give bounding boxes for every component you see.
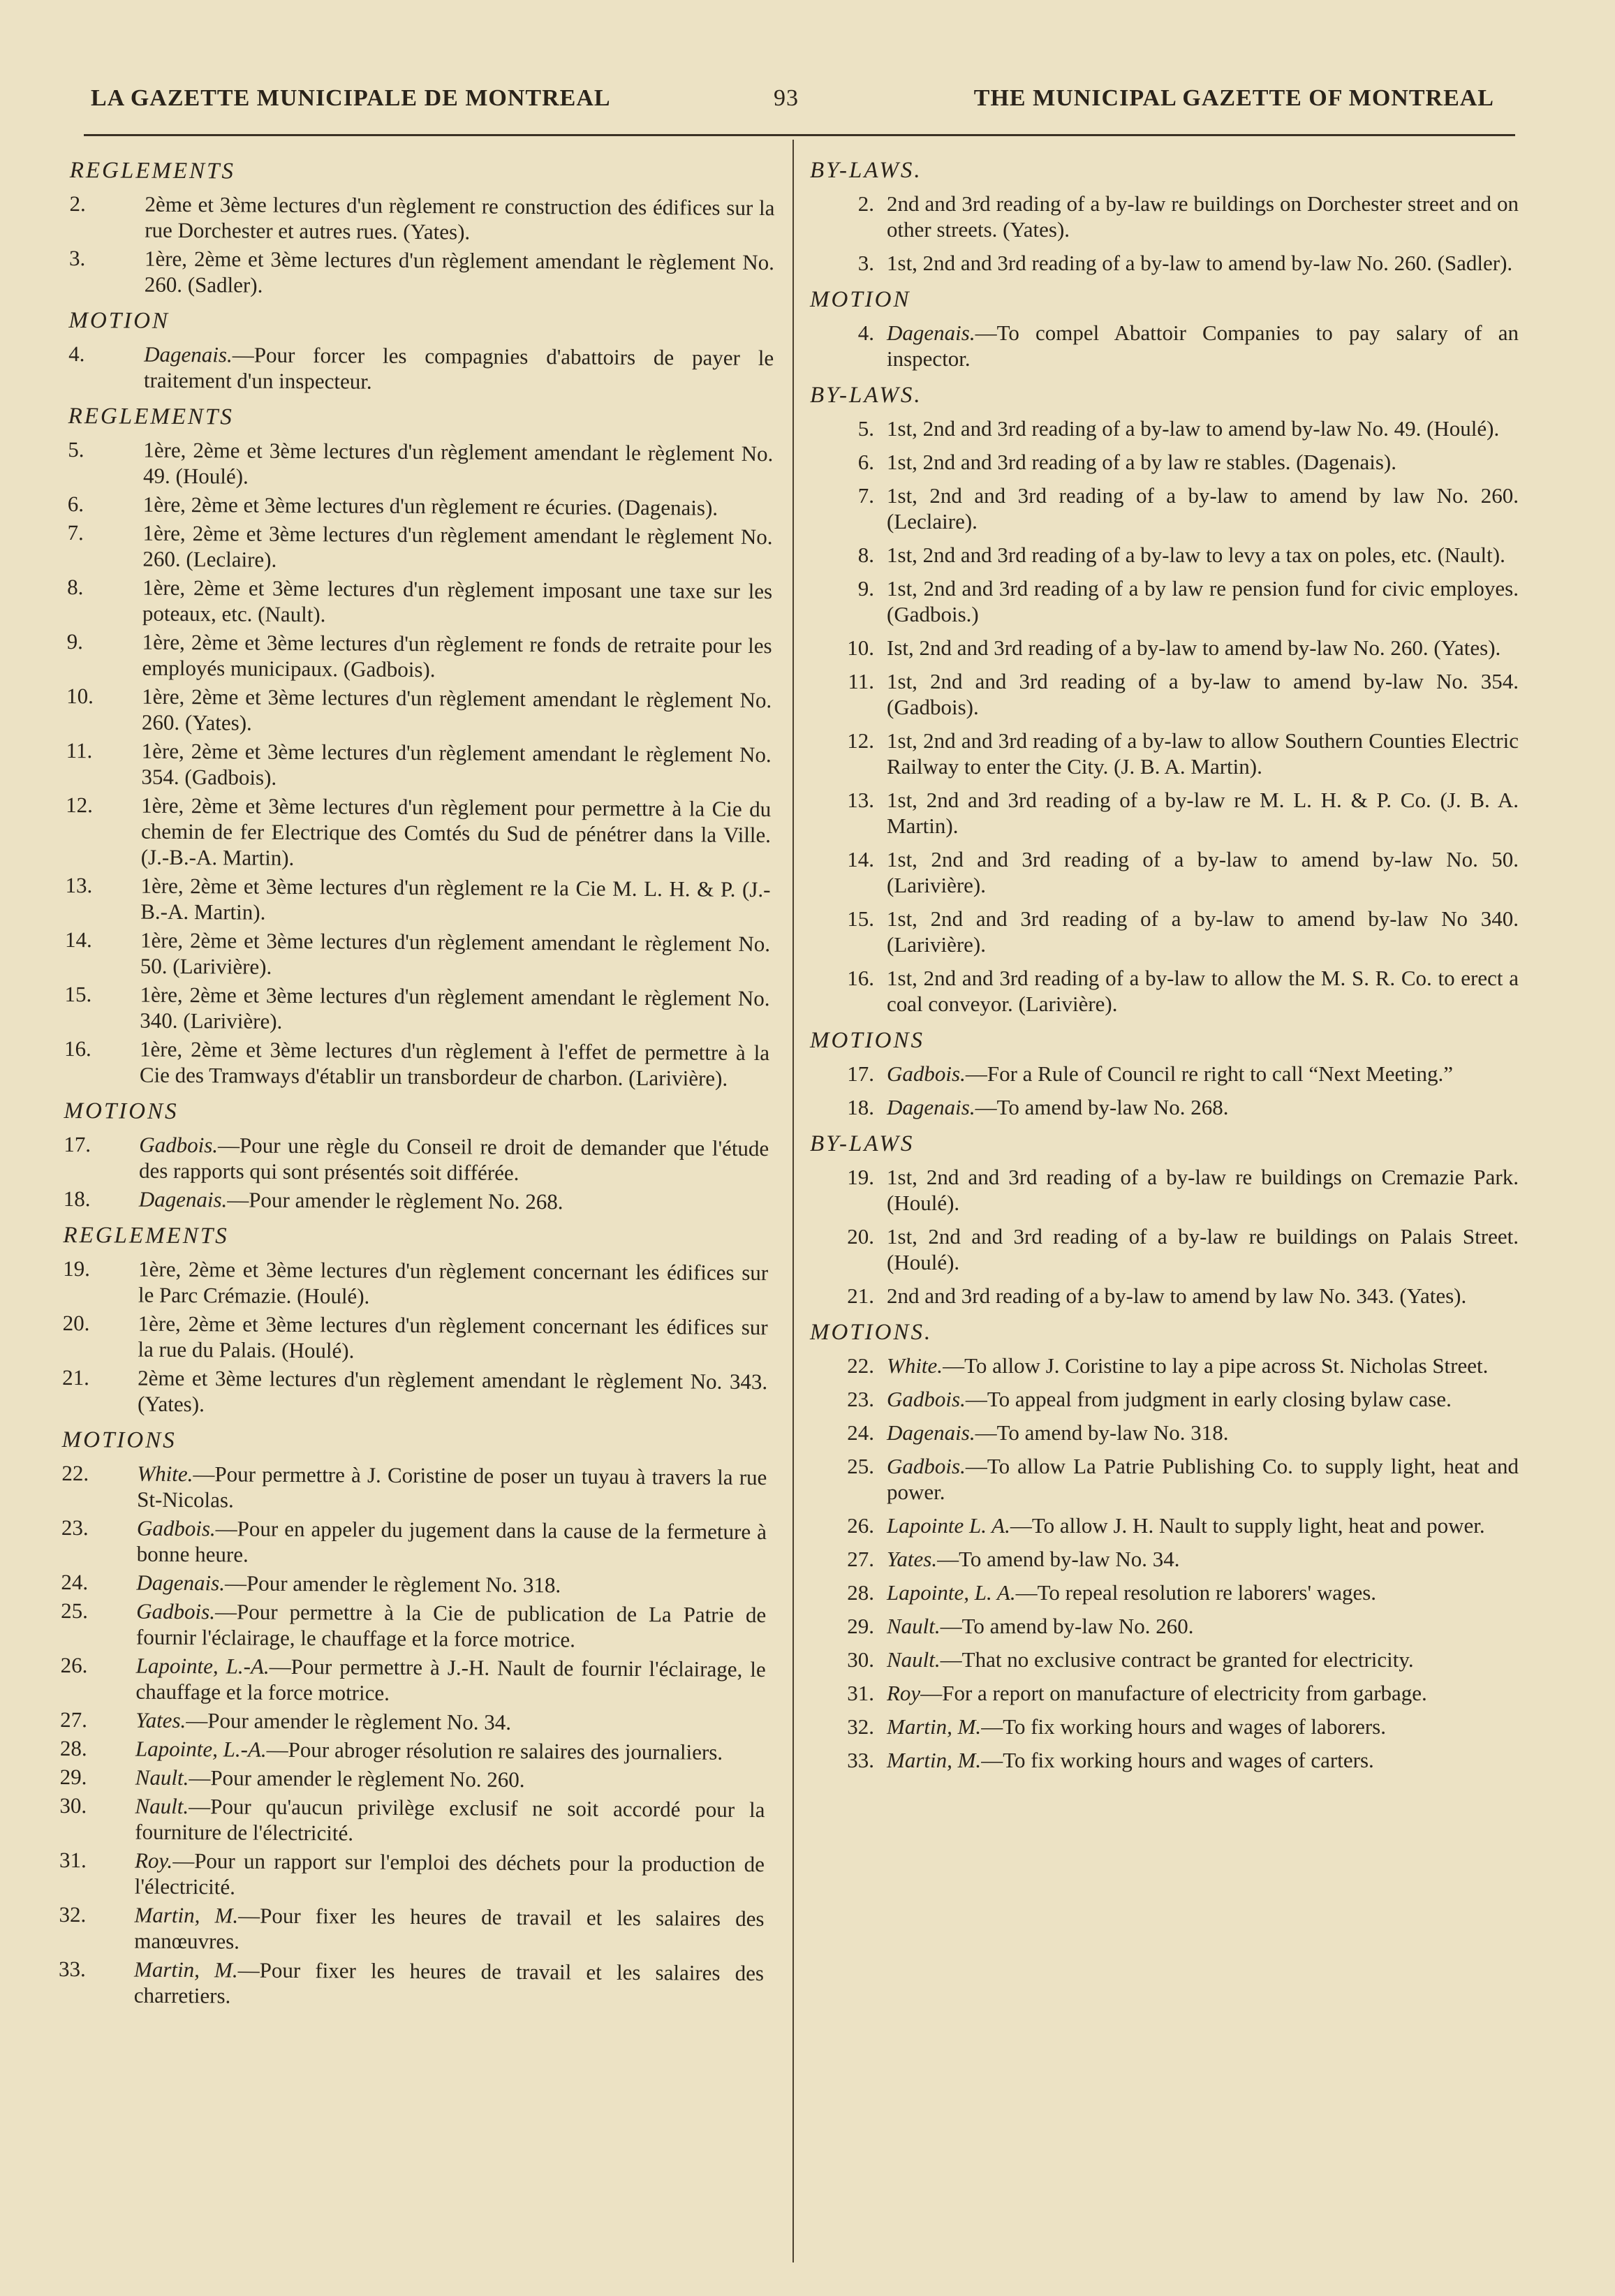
mover-name: Lapointe, L.-A. [135,1653,270,1679]
item-text: —Pour amender le règlement No. 260. [189,1765,525,1793]
mover-name: Dagenais. [138,1186,228,1212]
order-item [62,1364,767,1420]
order-item [68,491,773,521]
item-text: —Pour fixer les heures de travail et les salaires des charretiers. [133,1957,765,2008]
order-item [810,1223,1519,1275]
item-text: —To appeal from judgment in early closing bylaw case. [965,1387,1452,1411]
item-number: 31. [847,1681,874,1705]
item-text: —Pour permettre à la Cie de publication de La Patrie de fournir l'éclairage, le chauffage et la force motrice. [135,1599,767,1652]
item-text: 1ère, 2ème et 3ème lectures d'un règlement amendant le règlement No. 260. (Leclaire). [142,520,773,572]
mover-name: Gadbois. [139,1132,219,1158]
item-number: 4. [857,321,874,345]
item-number: 10. [66,683,94,709]
item-text: —Pour permettre à J.-H. Nault de fournir l'éclairage, le chauffage et la force motrice. [135,1654,766,1705]
item-number: 11. [66,737,93,763]
french-column [59,147,775,2015]
item-number: 26. [847,1513,874,1538]
order-item [810,1747,1519,1773]
order-item [810,1714,1519,1739]
item-text: —To compel Abattoir Companies to pay salary of an inspector. [887,321,1519,371]
item-text: 1ère, 2ème et 3ème lectures d'un règlement re la Cie M. L. H. & P. (J.-B.-A. Martin). [140,873,771,925]
order-item [810,846,1519,898]
order-item [810,1580,1519,1605]
item-text: 1ère, 2ème et 3ème lectures d'un règlement re fonds de retraite pour les employés municipaux. (Gadbois). [142,629,772,682]
item-text: —Pour forcer les compagnies d'abattoirs de payer le traitement d'un inspecteur. [143,342,774,394]
item-number: 16. [64,1036,91,1061]
item-number: 33. [58,1956,86,1982]
item-number: 14. [847,847,874,871]
item-number: 32. [847,1714,874,1739]
order-item [810,965,1519,1017]
order-item [65,927,770,983]
mover-name: Dagenais. [887,1095,975,1119]
item-number: 21. [62,1364,90,1390]
order-item [61,1569,766,1599]
item-text: 1st, 2nd and 3rd reading of a by-law re buildings on Cremazie Park. (Houlé). [887,1165,1519,1215]
order-item [810,250,1519,276]
item-text: —To repeal resolution re laborers' wages. [1015,1580,1377,1605]
section-heading: MOTIONS [810,1028,925,1053]
mover-name: Nault. [887,1647,941,1672]
order-item [810,1453,1519,1505]
item-number: 23. [61,1515,89,1540]
item-text: 2ème et 3ème lectures d'un règlement amendant le règlement No. 343. (Yates). [137,1365,768,1417]
mover-name: Lapointe, L. A. [887,1580,1016,1605]
item-number: 7. [857,483,874,508]
item-number: 8. [857,543,874,567]
order-item [66,683,772,739]
order-item [59,1847,765,1903]
page-header [91,85,1494,124]
mover-name: Dagenais. [887,1420,975,1445]
order-item [810,542,1519,568]
item-number: 17. [847,1061,874,1086]
order-item [59,1793,765,1848]
order-item [810,1420,1519,1445]
item-text: —Pour permettre à J. Coristine de poser un tuyau à travers la rue St-Nicolas. [137,1462,767,1513]
section-heading: MOTIONS [64,1098,179,1124]
item-number: 17. [64,1131,91,1157]
section-heading: BY-LAWS. [810,158,922,183]
item-number: 11. [848,669,874,693]
item-text: 1st, 2nd and 3rd reading of a by-law to amend by-law No. 49. (Houlé). [887,416,1500,441]
item-number: 10. [847,635,874,660]
item-text: —Pour amender le règlement No. 318. [224,1570,561,1598]
mover-name: Yates. [887,1547,938,1571]
item-number: 7. [67,520,84,545]
item-number: 24. [847,1420,874,1445]
order-item [810,787,1519,839]
mover-name: Dagenais. [136,1570,226,1596]
header-english-title: THE MUNICIPAL GAZETTE OF MONTREAL [973,85,1494,111]
item-text: —That no exclusive contract be granted for electricity. [940,1647,1414,1672]
item-text: Ist, 2nd and 3rd reading of a by-law to amend by-law No. 260. (Yates). [887,635,1501,660]
section-heading: BY-LAWS [810,1131,915,1156]
item-text: —To fix working hours and wages of carters. [981,1748,1374,1772]
order-item [810,1164,1519,1216]
item-text: 1ère, 2ème et 3ème lectures d'un règlement amendant le règlement No. 260. (Sadler). [144,246,775,297]
mover-name: Lapointe L. A. [887,1513,1010,1538]
item-text: 1ère, 2ème et 3ème lectures d'un règlement concernant les édifices sur le Parc Crémazie. (Houlé). [138,1256,769,1309]
mover-name: Lapointe, L.-A. [135,1736,267,1762]
order-item [61,1515,767,1570]
mover-name: Gadbois. [136,1598,216,1624]
item-number: 19. [847,1165,874,1189]
order-item [810,635,1519,661]
item-text: —Pour fixer les heures de travail et les salaires des manœuvres. [134,1903,765,1954]
item-text: —To fix working hours and wages of laborers. [981,1714,1386,1739]
mover-name: Yates. [135,1707,186,1733]
order-item [64,1036,769,1091]
item-text: 1ère, 2ème et 3ème lectures d'un règlement amendant le règlement No. 49. (Houlé). [143,437,774,489]
mover-name: White. [137,1461,193,1487]
item-text: 1st, 2nd and 3rd reading of a by-law to amend by-law No. 50. (Larivière). [887,847,1519,897]
item-text: —For a Rule of Council re right to call “Next Meeting.” [965,1061,1454,1086]
item-number: 4. [68,341,85,367]
item-text: 1ère, 2ème et 3ème lectures d'un règlement amendant le règlement No. 260. (Yates). [141,684,772,735]
order-item [810,1283,1519,1309]
column-divider [792,140,794,2262]
order-item [69,245,774,301]
item-number: 16. [847,966,874,990]
order-item [810,575,1519,627]
item-text: —Pour amender le règlement No. 268. [227,1187,563,1214]
item-number: 8. [67,574,84,600]
order-item [810,1386,1519,1412]
item-text: —Pour en appeler du jugement dans la cause de la fermeture à bonne heure. [136,1516,767,1567]
item-text: 1st, 2nd and 3rd reading of a by-law to amend by-law No. 354. (Gadbois). [887,669,1519,719]
item-number: 27. [847,1547,874,1571]
order-item [66,792,772,874]
order-item [810,320,1519,371]
section-heading: REGLEMENTS [68,403,234,430]
mover-name: Gadbois. [887,1061,966,1086]
item-text: 1ère, 2ème et 3ème lectures d'un règlement pour permettre à la Cie du chemin de fer Electrique des Comtés du Sud de pénétrer dans la Ville. (J.-B.-A. Martin). [140,793,772,870]
item-number: 20. [62,1310,90,1336]
order-item [68,341,774,397]
item-number: 29. [847,1614,874,1638]
item-text: 1st, 2nd and 3rd reading of a by-law re M. L. H. & P. Co. (J. B. A. Martin). [887,788,1519,838]
item-text: 1st, 2nd and 3rd reading of a by-law to levy a tax on poles, etc. (Nault). [887,543,1505,567]
item-number: 21. [847,1283,874,1308]
order-item [59,1901,764,1957]
item-number: 24. [61,1569,89,1595]
item-number: 22. [61,1460,89,1486]
header-rule [84,134,1515,136]
item-number: 13. [65,872,93,898]
item-number: 19. [63,1256,91,1281]
item-number: 25. [61,1598,89,1624]
section-heading: MOTIONS [61,1427,177,1453]
item-text: —To allow J. Coristine to lay a pipe across St. Nicholas Street. [943,1353,1489,1378]
mover-name: Nault. [887,1614,941,1638]
order-item [60,1735,765,1765]
item-number: 13. [847,788,874,812]
item-text: 1st, 2nd and 3rd reading of a by-law to allow the M. S. R. Co. to erect a coal conveyor. (Larivière). [887,966,1519,1016]
item-text: —To amend by-law No. 268. [975,1095,1229,1119]
section-heading: MOTION [68,307,170,334]
order-item [69,191,774,246]
section-heading: MOTIONS. [810,1320,933,1345]
item-text: 1st, 2nd and 3rd reading of a by-law re buildings on Palais Street. (Houlé). [887,1224,1519,1274]
order-item [810,1680,1519,1706]
item-text: 1st, 2nd and 3rd reading of a by law re pension fund for civic employes. (Gadbois.) [887,576,1519,626]
order-item [61,1598,766,1654]
section-heading: REGLEMENTS [63,1222,229,1249]
item-text: —To allow La Patrie Publishing Co. to supply light, heat and power. [887,1454,1519,1504]
order-item [810,483,1519,534]
order-item [67,574,772,630]
order-item [63,1256,768,1311]
item-text: —To amend by-law No. 34. [937,1547,1180,1571]
item-number: 15. [64,981,92,1007]
order-item [810,1513,1519,1538]
order-item [810,1647,1519,1672]
mover-name: Nault. [135,1765,189,1790]
item-number: 18. [63,1186,91,1212]
item-text: 1st, 2nd and 3rd reading of a by-law to allow Southern Counties Electric Railway to enter the City. (J. B. A. Martin). [887,728,1519,779]
mover-name: Roy [887,1681,921,1705]
item-number: 29. [59,1764,87,1790]
mover-name: Dagenais. [144,341,233,367]
item-number: 30. [59,1793,87,1818]
order-item [59,1956,764,2012]
order-item [64,1186,769,1216]
item-text: 1ère, 2ème et 3ème lectures d'un règlement à l'effet de permettre à la Cie des Tramways d'établir un transbordeur de charbon. (Larivière). [139,1036,770,1091]
order-item [810,1546,1519,1572]
item-text: 2nd and 3rd reading of a by-law re buildings on Dorchester street and on other streets. (Yates). [887,191,1519,242]
item-number: 2. [69,191,86,216]
item-text: 1ère, 2ème et 3ème lectures d'un règlement amendant le règlement No. 50. (Larivière). [140,927,771,979]
item-number: 28. [847,1580,874,1605]
order-item [61,1460,767,1516]
order-item [66,628,772,684]
order-item [68,436,773,492]
item-number: 6. [67,491,84,517]
item-text: —Pour un rapport sur l'emploi des déchets pour la production de l'électricité. [134,1848,765,1899]
item-number: 12. [66,792,94,818]
item-text: 1ère, 2ème et 3ème lectures d'un règlement amendant le règlement No. 340. (Larivière). [140,982,770,1033]
mover-name: Martin, M. [887,1714,982,1739]
order-item [62,1310,767,1366]
item-text: 1st, 2nd and 3rd reading of a by-law to amend by-law No 340. (Larivière). [887,906,1519,957]
english-column [810,147,1519,1781]
item-number: 14. [64,927,92,952]
item-text: —Pour qu'aucun privilège exclusif ne soit accordé pour la fourniture de l'électricité. [135,1794,765,1846]
item-number: 15. [847,906,874,931]
item-number: 22. [847,1353,874,1378]
item-number: 20. [847,1224,874,1249]
order-item [64,1131,769,1187]
header-french-title: LA GAZETTE MUNICIPALE DE MONTREAL [91,85,611,111]
item-text: —For a report on manufacture of electricity from garbage. [920,1681,1427,1705]
item-number: 6. [857,450,874,474]
page-number: 93 [774,85,799,111]
item-number: 28. [59,1735,87,1761]
section-heading: BY-LAWS. [810,383,922,408]
mover-name: Gadbois. [887,1387,966,1411]
item-number: 5. [68,436,84,462]
order-item [810,191,1519,242]
order-item [810,728,1519,779]
item-text: 1st, 2nd and 3rd reading of a by-law to amend by-law No. 260. (Sadler). [887,251,1513,275]
order-item [810,1353,1519,1378]
section-heading: REGLEMENTS [69,157,236,184]
order-item [65,872,770,928]
item-number: 32. [59,1901,87,1927]
item-number: 23. [847,1387,874,1411]
item-text: —To amend by-law No. 260. [940,1614,1194,1638]
item-number: 9. [857,576,874,601]
item-number: 30. [847,1647,874,1672]
item-text: 1ère, 2ème et 3ème lectures d'un règlement re écuries. (Dagenais). [142,492,718,520]
item-number: 3. [68,245,86,271]
order-item [60,1652,765,1708]
section-heading: MOTION [810,287,911,312]
item-number: 3. [857,251,874,275]
mover-name: Nault. [135,1793,189,1819]
order-item [810,668,1519,720]
order-item [66,737,771,793]
item-text: 1st, 2nd and 3rd reading of a by law re stables. (Dagenais). [887,450,1396,474]
item-number: 26. [60,1652,88,1678]
item-text: 1ère, 2ème et 3ème lectures d'un règlement amendant le règlement No. 354. (Gadbois). [141,738,772,790]
item-text: 1ère, 2ème et 3ème lectures d'un règlement imposant une taxe sur les poteaux, etc. (Nault). [142,575,773,627]
order-item [60,1764,765,1794]
item-text: —To amend by-law No. 318. [975,1420,1229,1445]
order-item [64,981,769,1037]
order-item [810,1061,1519,1087]
order-item [810,1613,1519,1639]
order-item [810,906,1519,957]
item-number: 31. [59,1847,87,1873]
mover-name: Roy. [134,1848,173,1873]
item-number: 33. [847,1748,874,1772]
item-text: —Pour une règle du Conseil re droit de demander que l'étude des rapports qui sont présentés soit différée. [138,1133,769,1185]
mover-name: White. [887,1353,943,1378]
item-number: 18. [847,1095,874,1119]
item-text: —Pour abroger résolution re salaires des journaliers. [266,1737,723,1765]
item-text: —Pour amender le règlement No. 34. [186,1708,512,1735]
mover-name: Gadbois. [136,1515,216,1541]
item-number: 27. [60,1707,88,1732]
order-item [810,415,1519,441]
item-text: 2ème et 3ème lectures d'un règlement re construction des édifices sur la rue Dorchester et autres rues. (Yates). [145,191,775,244]
order-item [60,1707,765,1737]
item-text: 1ère, 2ème et 3ème lectures d'un règlement concernant les édifices sur la rue du Palais. (Houlé). [138,1311,768,1363]
item-number: 5. [857,416,874,441]
mover-name: Martin, M. [134,1902,239,1928]
item-text: —To allow J. H. Nault to supply light, heat and power. [1010,1513,1485,1538]
order-item [67,520,772,575]
item-text: 1st, 2nd and 3rd reading of a by-law to amend by law No. 260. (Leclaire). [887,483,1519,533]
item-text: 2nd and 3rd reading of a by-law to amend by law No. 343. (Yates). [887,1283,1467,1308]
mover-name: Martin, M. [887,1748,982,1772]
mover-name: Dagenais. [887,321,975,345]
item-number: 25. [847,1454,874,1478]
mover-name: Gadbois. [887,1454,966,1478]
item-number: 9. [66,628,84,654]
item-number: 12. [847,728,874,753]
order-item [810,1094,1519,1120]
item-number: 2. [857,191,874,216]
mover-name: Martin, M. [133,1957,238,1982]
order-item [810,449,1519,475]
